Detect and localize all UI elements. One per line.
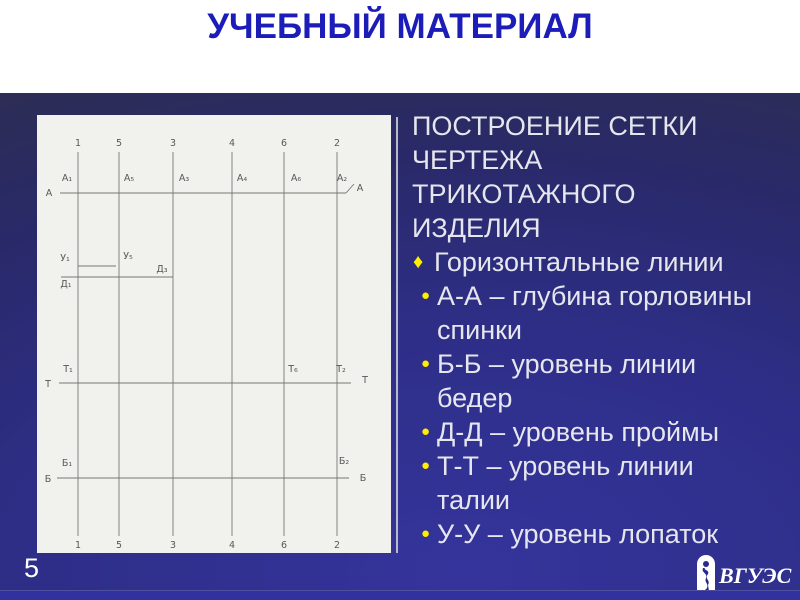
column-label-top: 5 bbox=[115, 138, 123, 149]
dot-bullet-icon: ● bbox=[421, 525, 431, 542]
point-label-A5: А₅ bbox=[123, 173, 135, 184]
dot-bullet-icon: ● bbox=[421, 423, 431, 440]
dot-bullet-icon: ● bbox=[421, 355, 431, 372]
line-A-tick bbox=[346, 184, 354, 193]
bullet-item-aa bbox=[412, 279, 772, 347]
column-label-bottom: 1 bbox=[74, 540, 82, 551]
column-label-top: 2 bbox=[333, 138, 341, 149]
label-A-right: А bbox=[356, 183, 364, 194]
diamond-bullet-icon: ♦ bbox=[413, 251, 424, 273]
bullet-item-horizontal-lines bbox=[412, 245, 772, 279]
vertical-divider bbox=[396, 117, 398, 553]
column-label-top: 6 bbox=[280, 138, 288, 149]
column-label-top: 4 bbox=[228, 138, 236, 149]
label-T-left: Т bbox=[45, 379, 51, 390]
bullet-text: Б-Б – уровень линии bbox=[437, 349, 697, 379]
column-label-top: 3 bbox=[169, 138, 177, 149]
point-label-B2: Б₂ bbox=[338, 456, 350, 467]
page-number: 5 bbox=[24, 553, 40, 583]
bullet-item-uu bbox=[412, 517, 772, 551]
drawing-panel bbox=[37, 115, 391, 553]
heading-line: ПОСТРОЕНИЕ СЕТКИ bbox=[412, 111, 698, 141]
column-label-bottom: 4 bbox=[228, 540, 236, 551]
bullet-text: Д-Д – уровень проймы bbox=[437, 417, 720, 447]
point-label-D1: Д₁ bbox=[60, 279, 72, 290]
bullet-item-dd bbox=[412, 415, 772, 449]
column-label-top: 1 bbox=[74, 138, 82, 149]
dot-bullet-icon: ● bbox=[421, 457, 431, 474]
vgues-logo-text: ВГУЭС bbox=[719, 562, 792, 588]
bullet-item-tt bbox=[412, 449, 772, 517]
column-label-bottom: 2 bbox=[333, 540, 341, 551]
column-label-bottom: 6 bbox=[280, 540, 288, 551]
point-label-T6: Т₆ bbox=[288, 364, 298, 375]
heading-line: ТРИКОТАЖНОГО bbox=[412, 179, 636, 209]
bullet-text: Т-Т – уровень линии bbox=[437, 451, 694, 481]
bullet-item-bb bbox=[412, 347, 772, 415]
bullet-text: У-У – уровень лопаток bbox=[437, 519, 719, 549]
point-label-U5: У₅ bbox=[123, 251, 133, 262]
point-label-U1: У₁ bbox=[60, 253, 70, 264]
label-T-right: Т bbox=[362, 375, 368, 386]
label-A-left: А bbox=[45, 188, 53, 199]
bullet-text: Горизонтальные линии bbox=[434, 247, 724, 277]
grid-drawing bbox=[37, 115, 391, 553]
point-label-A2: А₂ bbox=[336, 173, 348, 184]
bullet-text: бедер bbox=[437, 383, 513, 413]
bullet-text: А-А – глубина горловины bbox=[437, 281, 752, 311]
label-B-left: Б bbox=[44, 474, 52, 485]
column-label-bottom: 3 bbox=[169, 540, 177, 551]
column-label-bottom: 5 bbox=[115, 540, 123, 551]
bullet-text: талии bbox=[437, 485, 510, 515]
point-label-A6: А₆ bbox=[290, 173, 302, 184]
content-heading bbox=[412, 109, 772, 245]
content-block bbox=[412, 109, 772, 551]
point-label-B1: Б₁ bbox=[61, 458, 73, 469]
label-B-right: Б bbox=[359, 473, 367, 484]
point-label-T2: Т₂ bbox=[336, 364, 346, 375]
heading-line: ИЗДЕЛИЯ bbox=[412, 213, 541, 243]
point-label-A4: А₄ bbox=[236, 173, 248, 184]
point-label-A3: А₃ bbox=[178, 173, 190, 184]
page-title: УЧЕБНЫЙ МАТЕРИАЛ bbox=[207, 7, 593, 46]
bottom-accent-band bbox=[0, 590, 800, 600]
point-label-D3: Д₃ bbox=[156, 264, 168, 275]
slide-header bbox=[0, 0, 800, 93]
dot-bullet-icon: ● bbox=[421, 287, 431, 304]
point-label-A1: А₁ bbox=[61, 173, 73, 184]
bullet-text: спинки bbox=[437, 315, 523, 345]
vgues-emblem-figure bbox=[699, 559, 713, 593]
point-label-T1: Т₁ bbox=[63, 364, 73, 375]
heading-line: ЧЕРТЕЖА bbox=[412, 145, 543, 175]
